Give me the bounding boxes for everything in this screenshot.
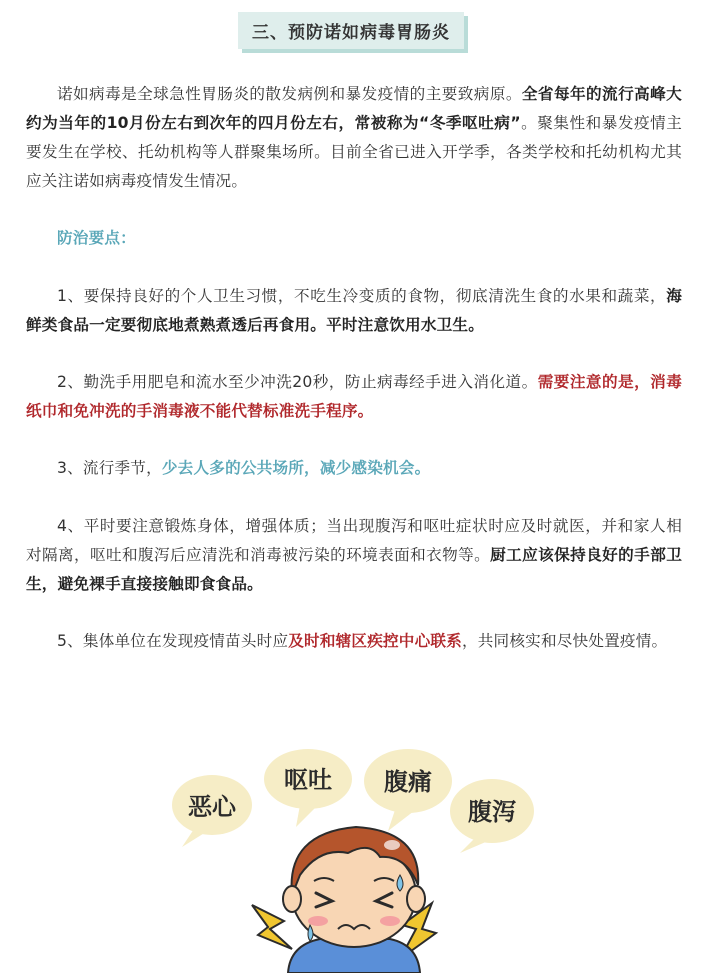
point-4-bold: 厨工应该保持良好的手部卫生，避免裸手直接接触即食食品。 [26, 546, 682, 593]
intro-bold: 全省每年的流行高峰大约为当年的10月份左右到次年的四月份左右，常被称为“冬季呕吐病” [26, 85, 682, 132]
point-2-text: 2、勤洗手用肥皂和流水至少冲洗20秒，防止病毒经手进入消化道。 [57, 373, 538, 391]
point-5-text-2: ，共同核实和尽快处置疫情。 [461, 632, 668, 650]
bubble-vomit [264, 749, 352, 827]
point-1-bold: 海鲜类食品一定要彻底地煮熟煮透后再食用。平时注意饮用水卫生。 [26, 287, 682, 334]
bubble-diarrhea [450, 779, 534, 853]
point-5-red: 及时和辖区疾控中心联系 [288, 632, 462, 650]
point-3 [26, 454, 682, 483]
point-2 [26, 368, 682, 426]
point-4-text: 4、平时要注意锻炼身体，增强体质；当出现腹泻和呕吐症状时应及时就医，并和家人相对隔离，呕吐和腹泻后应清洗和消毒被污染的环境表面和衣物等。 [26, 517, 682, 564]
point-5-text: 5、集体单位在发现疫情苗头时应 [57, 632, 289, 650]
point-3-teal: 少去人多的公共场所，减少感染机会。 [161, 459, 431, 477]
bubble-label-diarrhea: 腹泻 [468, 798, 516, 826]
bubble-nausea [172, 775, 252, 847]
section-heading: 防治要点： [57, 229, 136, 247]
point-2-red: 需要注意的是，消毒纸巾和免冲洗的手消毒液不能代替标准洗手程序。 [26, 373, 682, 420]
bubble-label-vomit: 呕吐 [284, 766, 332, 794]
intro-text-1: 诺如病毒是全球急性胃肠炎的散发病例和暴发疫情的主要致病原。 [57, 85, 522, 103]
point-1 [26, 282, 682, 340]
title-wrap [0, 12, 702, 49]
page-title: 三、预防诺如病毒胃肠炎 [238, 12, 464, 49]
lightning-left-icon [252, 905, 292, 949]
bubble-label-nausea: 恶心 [188, 793, 236, 821]
sick-child-illustration [160, 735, 560, 973]
bubble-stomachache [364, 749, 452, 831]
point-4 [26, 512, 682, 599]
intro-text-2: 。聚集性和暴发疫情主要发生在学校、托幼机构等人群聚集场所。目前全省已进入开学季，各类学校和托幼机构尤其应关注诺如病毒疫情发生情况。 [26, 114, 682, 190]
point-5 [26, 627, 682, 656]
point-3-text: 3、流行季节， [57, 459, 162, 477]
intro-paragraph [26, 80, 682, 196]
point-1-text: 1、要保持良好的个人卫生习惯，不吃生冷变质的食物，彻底清洗生食的水果和蔬菜， [57, 287, 667, 305]
bubble-label-stomachache: 腹痛 [384, 768, 432, 796]
